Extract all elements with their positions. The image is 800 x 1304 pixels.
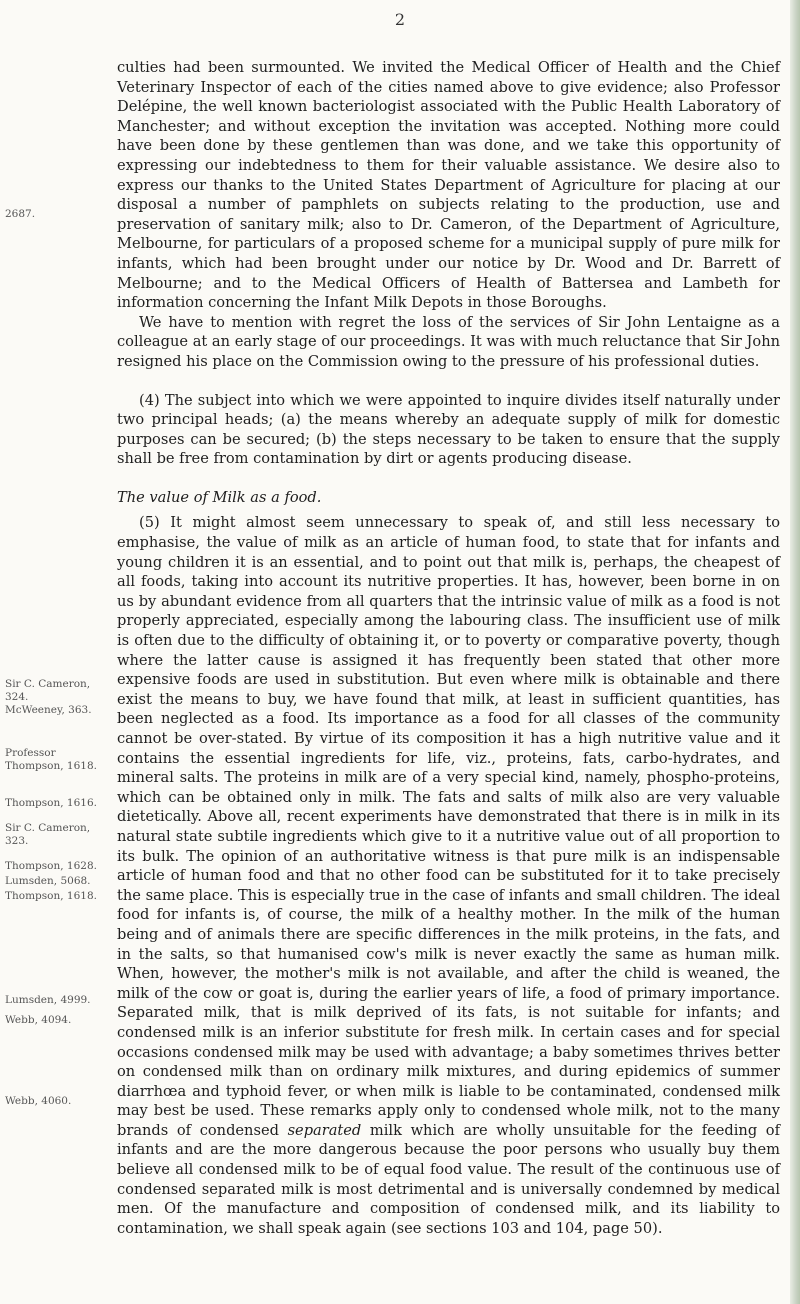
body-text: [117, 58, 780, 1238]
paragraph-section-5-end: milk which are wholly unsuitable for the feeding of infants and are the more dangerous because the poor persons who usually buy them believe all condensed milk to be of equal food value. The result of the continuous use of condensed separated milk is most detrimental and is universally condemned by medical men. Of the manufacture and composition of condensed milk, and its liability to contamination, we shall speak again (see sections 103 and 104, page 50).: [117, 1121, 780, 1237]
page-edge: [790, 0, 800, 1304]
margin-note: Sir C. Cameron, 323.: [5, 822, 91, 847]
paragraph-section-5-text: (5) It might almost seem unnecessary to speak of, and still less necessary to emphasise, the value of milk as an article of human food, to state that for infants and young children it is an essential, and to point out that milk is, perhaps, the cheapest of all foods, taking into account its nutritive properties. It has, however, been borne in on us by abundant evidence from all quarters that the intrinsic value of milk as a food is not properly appreciated, especially among the labouring class. The insufficient use of milk is often due to the difficulty of obtaining it, or to poverty or comparative poverty, though where the latter cause is assigned it has frequently been stated that other more expensive foods are used in substitution. But even where milk is obtainable and there exist the means to buy, we have found that milk, at least in sufficient quantities, has been neglected as a food. Its importance as a food for all classes of the community cannot be over-stated. By virtue of its composition it has a high nutritive value and it contains the essential ingredients for life, viz., proteins, fats, carbo-hydrates, and mineral salts. The proteins in milk are of a very special kind, namely, phospho-proteins, which can be obtained only in milk. The fats and salts of milk also are very valuable dietetically. Above all, recent experiments have demonstrated that there is in milk in its natural state subtile ingredients which give to it a nutritive value out of all proportion to its bulk. The opinion of an authoritative witness is that pure milk is an indispensable article of human food and that no other food can be substituted for it to take precisely the same place. This is especially true in the case of infants and small children. The ideal food for infants is, of course, the milk of a healthy mother. In the milk of the human being and of animals there are specific differences in the milk proteins, in the fats, and in the salts, so that humanised cow's milk is never exactly the same as human milk. When, however, the mother's milk is not available, and after the child is weaned, the milk of the cow or goat is, during the earlier years of life, a food of primary importance. Separated milk, that is milk deprived of its fats, is not suitable for infants; and condensed milk is an inferior substitute for fresh milk. In certain cases and for special occasions condensed milk may be used with advantage; a baby sometimes thrives better on condensed milk than on ordinary milk mixtures, and during epidemics of summer diarrhœa and typhoid fever, or when milk is liable to be contaminated, condensed milk may best be used. These remarks apply only to condensed whole milk, not to the many brands of condensed: [117, 514, 780, 1139]
margin-note: McWeeney, 363.: [5, 704, 92, 716]
margin-note: Webb, 4094.: [5, 1014, 72, 1026]
paragraph-section-5: [117, 513, 780, 1238]
paragraph-acknowledgements: culties had been surmounted. We invited the Medical Officer of Health and the Chief Veterinary Inspector of each of the cities named above to give evidence; also Professor Delépine, the well known bacteriologist associated with the Public Health Laboratory of Manchester; and without exception the invitation was accepted. Nothing more could have been done by these gentlemen than was done, and we take this opportunity of expressing our indebtedness to them for their valuable assistance. We desire also to express our thanks to the United States Department of Agriculture for placing at our disposal a number of pamphlets on subjects relating to the production, use and preservation of sanitary milk; also to Dr. Cameron, of the Department of Agriculture, Melbourne, for particulars of a proposed scheme for a municipal supply of pure milk for infants, which had been brought under our notice by Dr. Wood and Dr. Barrett of Melbourne; and to the Medical Officers of Health of Battersea and Lambeth for information concerning the Infant Milk Depots in those Boroughs.: [117, 59, 780, 312]
margin-note: Sir C. Cameron, 324.: [5, 678, 91, 703]
margin-notes: [0, 0, 112, 1304]
margin-note: Professor Thompson, 1618.: [5, 747, 97, 772]
emphasis-separated: separated: [287, 1121, 362, 1139]
margin-note: Lumsden, 5068.: [5, 875, 91, 887]
section-heading: The value of Milk as a food.: [117, 488, 322, 506]
paragraph-section-4: (4) The subject into which we were appointed to inquire divides itself naturally under two principal heads; (a) the means whereby an adequate supply of milk for domestic purposes can be secured; (b) the steps necessary to be taken to ensure that the supply shall be free from contamination by dirt or agents producing disease.: [117, 391, 780, 468]
page-number: 2: [394, 10, 406, 29]
margin-note: 2687.: [5, 208, 36, 220]
margin-note: Thompson, 1616.: [5, 797, 97, 809]
margin-note: Thompson, 1618.: [5, 890, 97, 902]
margin-note: Webb, 4060.: [5, 1095, 72, 1107]
margin-note: Lumsden, 4999.: [5, 994, 91, 1006]
margin-note: Thompson, 1628.: [5, 860, 97, 872]
paragraph-lentaigne: We have to mention with regret the loss of the services of Sir John Lentaigne as a colleague at an early stage of our proceedings. It was with much reluctance that Sir John resigned his place on the Commission owing to the pressure of his professional duties.: [117, 313, 780, 370]
